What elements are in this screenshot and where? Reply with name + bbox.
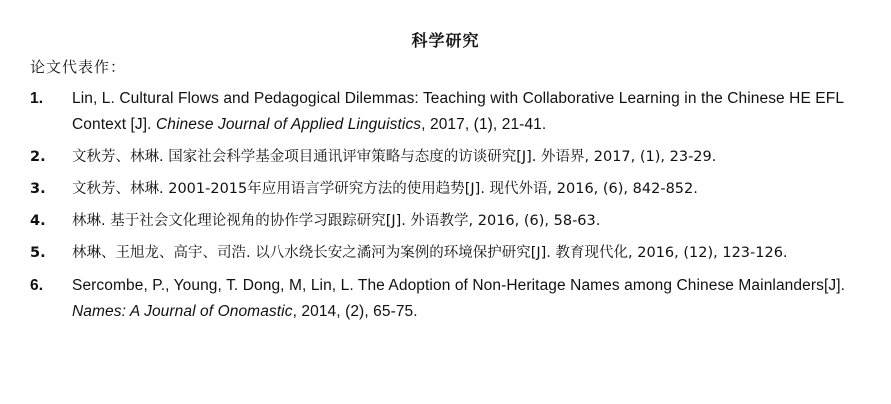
reference-number: 2. [30, 149, 46, 165]
reference-details: , 2017, (1), 21-41. [421, 116, 547, 133]
reference-number: 5. [30, 245, 46, 261]
section-label: 论文代表作： [30, 58, 127, 76]
reference-text: Lin, L. Cultural Flows and Pedagogical Dilemmas: Teaching with Collaborative Learning in the Chinese HE EFL Context [J]. [72, 90, 844, 133]
reference-number: 3. [30, 181, 46, 197]
reference-number: 4. [30, 213, 46, 229]
reference-item [30, 209, 865, 234]
reference-journal: Chinese Journal of Applied Linguistics [156, 116, 422, 133]
reference-text: Sercombe, P., Young, T. Dong, M, Lin, L. The Adoption of Non-Heritage Names among Chinese Mainlanders[J]. [72, 277, 846, 294]
reference-journal: Names: A Journal of Onomastic [72, 303, 293, 320]
reference-text: 文秋芳、林琳. 国家社会科学基金项目通讯评审策略与态度的访谈研究[J]. 外语界, 2017, (1), 23-29. [72, 149, 717, 165]
reference-number: 1. [30, 90, 44, 107]
reference-details: , 2014, (2), 65-75. [292, 303, 418, 320]
reference-text: 林琳、王旭龙、高宇、司浩. 以八水绕长安之潏河为案例的环境保护研究[J]. 教育现代化, 2016, (12), 123-126. [72, 245, 788, 261]
reference-item [30, 145, 865, 170]
reference-text: 林琳. 基于社会文化理论视角的协作学习跟踪研究[J]. 外语教学, 2016, (6), 58-63. [72, 213, 601, 229]
reference-number: 6. [30, 277, 44, 294]
reference-item [30, 177, 865, 202]
page-title: 科学研究 [411, 31, 480, 50]
reference-item [30, 241, 865, 266]
reference-item [30, 273, 865, 325]
reference-list [30, 86, 865, 332]
reference-text: 文秋芳、林琳. 2001-2015年应用语言学研究方法的使用趋势[J]. 现代外语, 2016, (6), 842-852. [72, 181, 698, 197]
reference-item [30, 86, 865, 138]
